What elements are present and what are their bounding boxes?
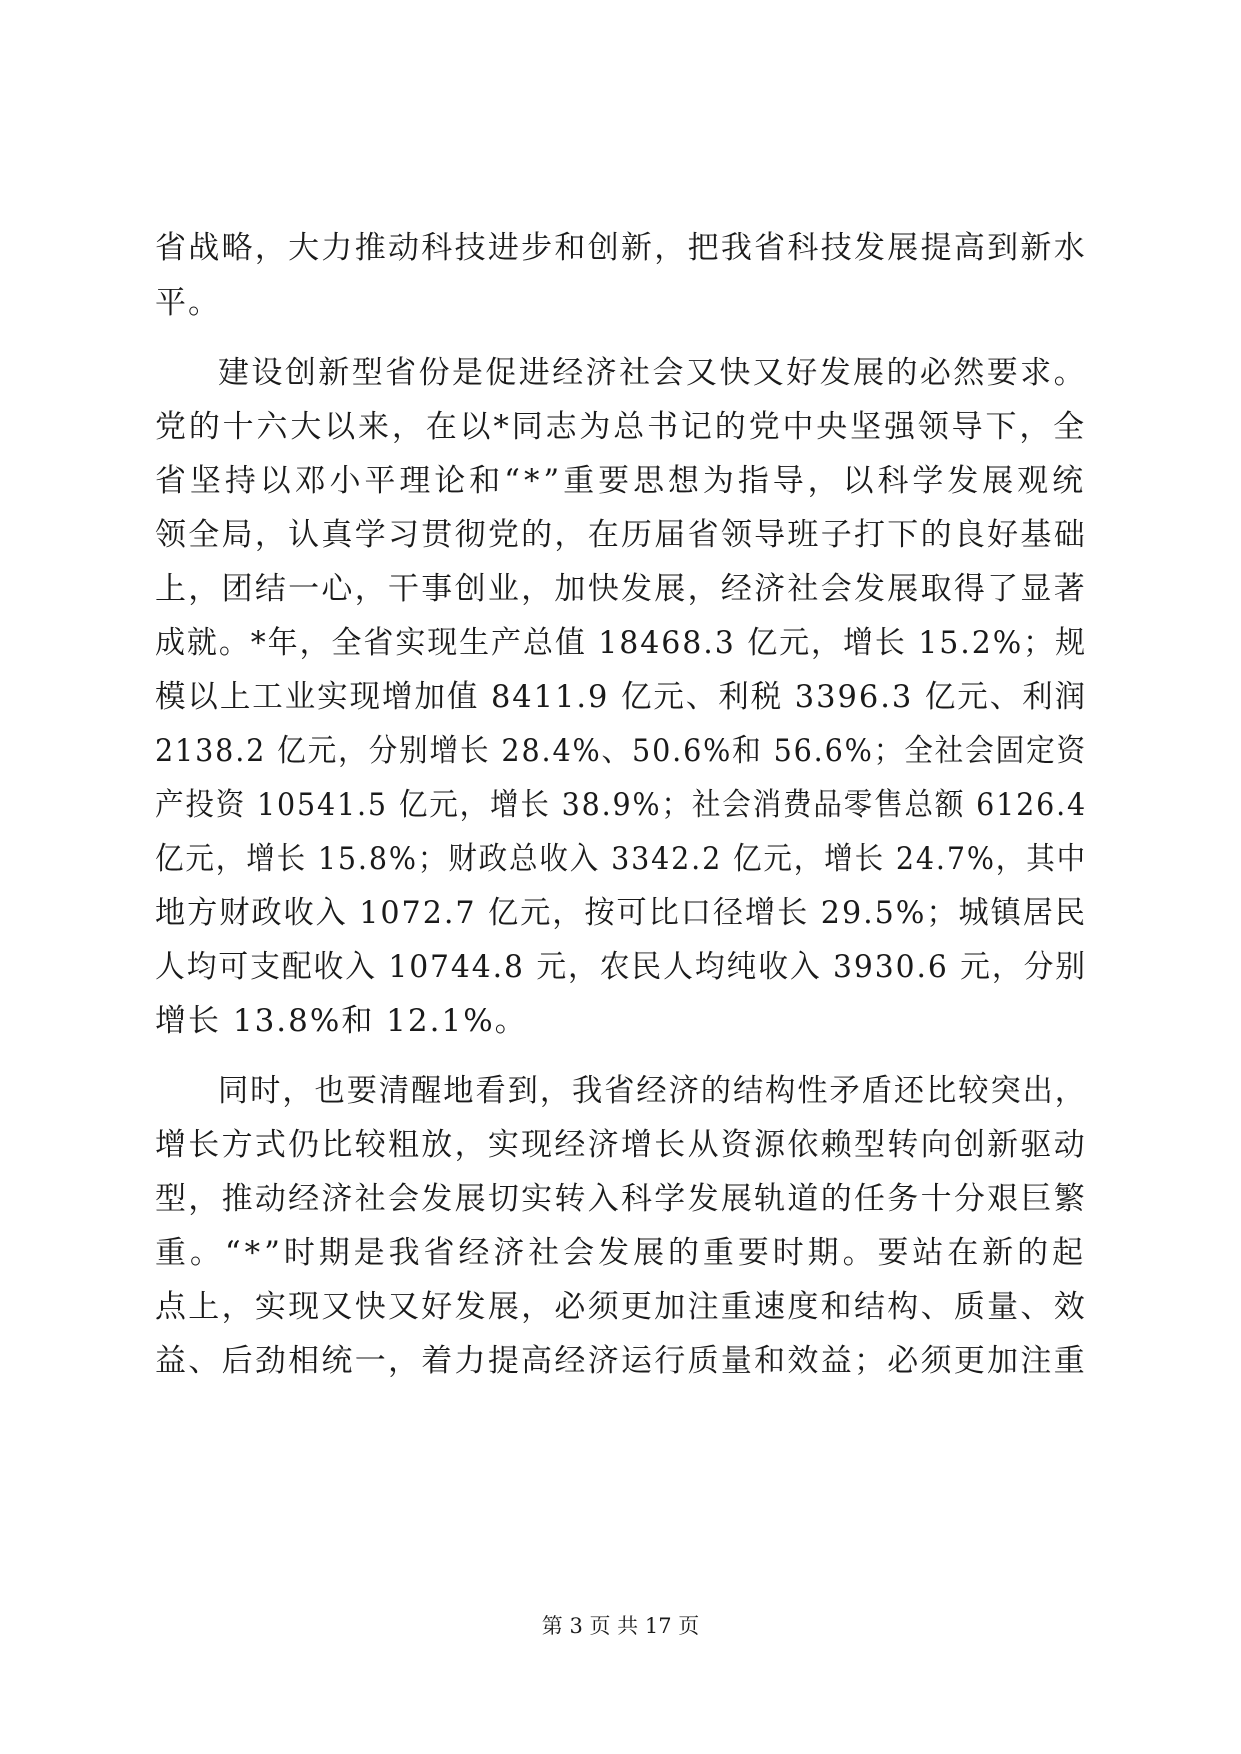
text-line: 省战略，大力推动科技进步和创新，把我省科技发展提高到新水 (155, 230, 1087, 266)
text-line: 2138.2 亿元，分别增长 28.4%、50.6%和 56.6%；全社会固定资 (155, 733, 1087, 769)
text-line: 模以上工业实现增加值 8411.9 亿元、利税 3396.3 亿元、利润 (155, 679, 1087, 715)
text-line: 成就。*年，全省实现生产总值 18468.3 亿元，增长 15.2%；规 (155, 625, 1087, 661)
text-line: 地方财政收入 1072.7 亿元，按可比口径增长 29.5%；城镇居民 (155, 895, 1087, 931)
text-line: 重。“*”时期是我省经济社会发展的重要时期。要站在新的起 (155, 1235, 1087, 1271)
text-line: 上，团结一心，干事创业，加快发展，经济社会发展取得了显著 (155, 571, 1087, 607)
text-line: 人均可支配收入 10744.8 元，农民人均纯收入 3930.6 元，分别 (155, 949, 1087, 985)
text-line: 平。 (155, 285, 221, 321)
text-line: 益、后劲相统一，着力提高经济运行质量和效益；必须更加注重 (155, 1343, 1087, 1379)
text-line: 型，推动经济社会发展切实转入科学发展轨道的任务十分艰巨繁 (155, 1181, 1087, 1217)
text-line: 产投资 10541.5 亿元，增长 38.9%；社会消费品零售总额 6126.4 (155, 787, 1087, 823)
text-line: 亿元，增长 15.8%；财政总收入 3342.2 亿元，增长 24.7%，其中 (155, 841, 1087, 877)
text-line: 省坚持以邓小平理论和“*”重要思想为指导，以科学发展观统 (155, 463, 1087, 499)
text-line: 点上，实现又快又好发展，必须更加注重速度和结构、质量、效 (155, 1289, 1087, 1325)
text-line: 增长 13.8%和 12.1%。 (155, 1003, 528, 1039)
page-number-footer: 第 3 页 共 17 页 (541, 1614, 700, 1638)
text-line: 领全局，认真学习贯彻党的，在历届省领导班子打下的良好基础 (155, 517, 1087, 553)
text-line: 党的十六大以来，在以*同志为总书记的党中央坚强领导下，全 (155, 409, 1087, 445)
text-line: 增长方式仍比较粗放，实现经济增长从资源依赖型转向创新驱动 (155, 1127, 1087, 1163)
text-line: 同时，也要清醒地看到，我省经济的结构性矛盾还比较突出， (218, 1073, 1087, 1109)
text-line: 建设创新型省份是促进经济社会又快又好发展的必然要求。 (218, 355, 1087, 391)
